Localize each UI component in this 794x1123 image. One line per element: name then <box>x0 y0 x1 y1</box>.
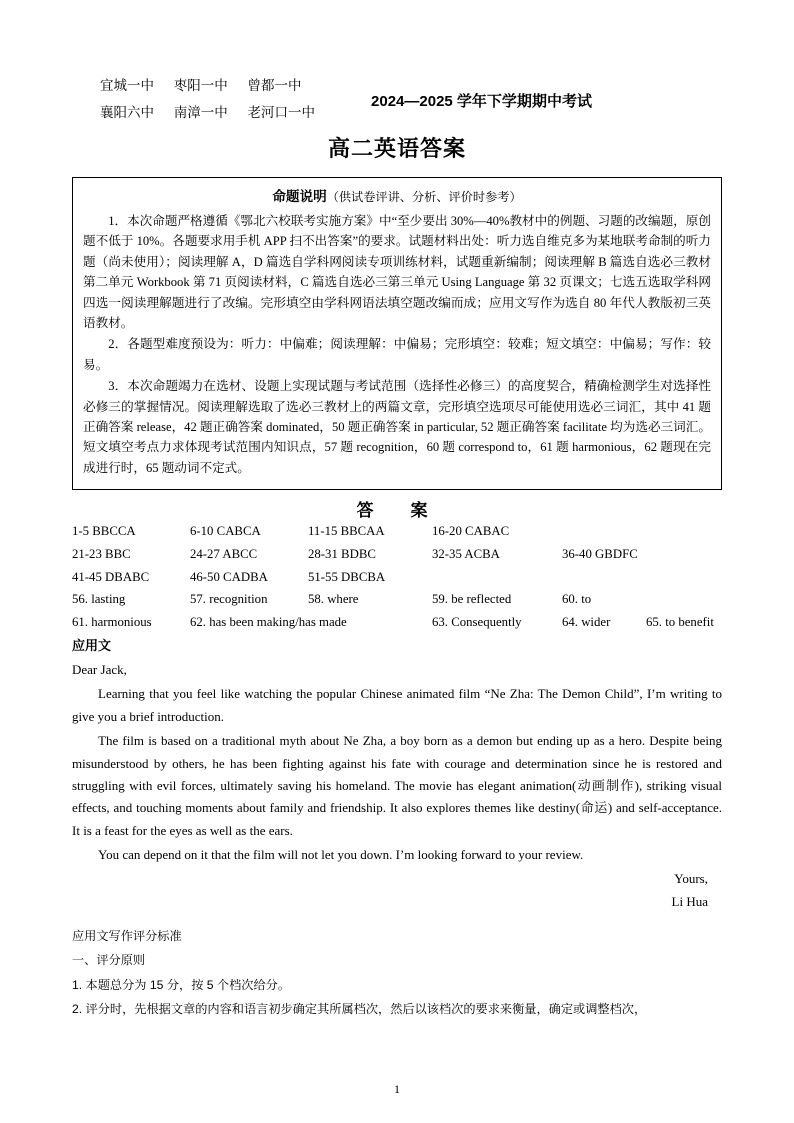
fill-blank-cell: 63. Consequently <box>432 615 522 630</box>
answer-cell: 32-35 ACBA <box>432 546 500 561</box>
answer-cell: 24-27 ABCC <box>190 546 258 561</box>
answer-cell <box>562 571 682 584</box>
answer-row <box>72 548 722 561</box>
notice-paragraph: 3．本次命题竭力在选材、设题上实现试题与考试范围（选择性必修三）的高度契合，精确检测学生对选择性必修三的掌握情况。阅读理解选取了选必三教材上的两篇文章，完形填空选项尽可能使用选必三词汇，其中 41 题正确答案 release，42 题正确答案 dominated，50 题正确答案 in particular, 52 题正确答案 facilitate 均为选必三词汇。短文填空考点力求体现考试范围内知识点，57 题 recognition，60 题 correspond to，61 题 harmonious，62 题现在完成进行时，65 题动词不定式。 <box>83 379 711 475</box>
fill-blank-cell: 62. has been making/has made <box>190 615 347 630</box>
notice-title <box>83 186 711 208</box>
letter-paragraph: You can depend on it that the film will not let you down. I’m looking forward to your review. <box>98 846 584 862</box>
criteria-section <box>72 924 722 1022</box>
letter-signature-block <box>72 868 722 914</box>
exam-title: 2024—2025 学年下学期期中考试 <box>371 93 592 110</box>
letter-sign-off: Yours, <box>674 871 708 887</box>
criteria-title: 应用文写作评分标准 <box>72 928 182 943</box>
answer-cell: 11-15 BBCAA <box>308 524 385 539</box>
school-name: 南漳一中 <box>173 105 228 120</box>
letter-signature: Li Hua <box>671 894 708 910</box>
fill-blank-cell: 64. wider <box>562 615 611 630</box>
notice-title-sub: （供试卷评讲、分析、评价时参考） <box>326 190 522 204</box>
page-number: 1 <box>394 1082 400 1096</box>
answers-heading: 答 案 <box>356 501 438 521</box>
answer-cell: 41-45 DBABC <box>72 569 150 584</box>
school-name: 枣阳一中 <box>173 78 228 93</box>
answer-cell: 16-20 CABAC <box>432 524 510 539</box>
notice-paragraph: 1．本次命题严格遵循《鄂北六校联考实施方案》中“至少要出 30%—40%教材中的例题、习题的改编题，原创题不低于 10%。各题要求用手机 APP 扫不出答案”的要求。试题材料出处：听力选自维克多为某地联考命制的听力题（尚未使用）；阅读理解 A，D 篇选自学科网阅读专项训练材料，试题重新编制；阅读理解 B 篇选自选必三教材第二单元 Workbook 第 71 页阅读材料，C 篇选自选必三第三单元 Using Language 第 32 页课文；七选五选取学科网四选一阅读理解题进行了改编。完形填空由学科网语法填空题改编而成；应用文写作为选自 80 年代人教版初三英语教材。 <box>83 214 711 330</box>
fill-blank-cell: 61. harmonious <box>72 615 152 630</box>
answer-cell <box>432 571 562 584</box>
answer-cell <box>562 525 682 538</box>
answer-cell: 6-10 CABCA <box>190 524 261 539</box>
answer-cell: 21-23 BBC <box>72 546 131 561</box>
page-title: 高二英语答案 <box>327 136 466 161</box>
answer-cell: 1-5 BBCCA <box>72 524 136 539</box>
writing-sample <box>72 659 722 914</box>
school-list <box>72 72 331 126</box>
letter-paragraph: The film is based on a traditional myth about Ne Zha, a boy born as a demon but ending up as a hero. Despite being misunderstood by others, he has been fighting against his fate with courage and determination since he is restored and struggling with evil forces, ultimately saving his homeland. The movie has elegant animation(动画制作), striking visual effects, and touching moments about family and friendship. It also explores themes like destiny(命运) and self-acceptance. It is a feast for the eyes as well as the ears. <box>72 733 722 838</box>
school-name: 襄阳六中 <box>100 105 154 120</box>
answer-cell: 36-40 GBDFC <box>562 546 638 561</box>
school-list-row-2 <box>100 99 331 126</box>
letter-salutation: Dear Jack, <box>72 662 127 678</box>
school-list-row-1 <box>100 72 331 99</box>
answer-cell: 51-55 DBCBA <box>308 569 386 584</box>
fill-blank-cell: 57. recognition <box>190 592 268 607</box>
answer-cell: 28-31 BDBC <box>308 546 376 561</box>
school-name: 老河口一中 <box>247 105 316 120</box>
fill-blank-cell: 59. be reflected <box>432 592 512 607</box>
fill-blank-cell: 56. lasting <box>72 592 126 607</box>
criteria-subsection-title: 一、评分原则 <box>72 953 146 968</box>
answer-row <box>72 571 722 584</box>
criteria-item: 2. 评分时，先根据文章的内容和语言初步确定其所属档次，然后以该档次的要求来衡量，确定或调整档次， <box>72 1002 647 1017</box>
fill-blank-cell: 65. to benefit <box>646 615 714 630</box>
page-header <box>72 72 722 126</box>
criteria-item: 1. 本题总分为 15 分，按 5 个档次给分。 <box>72 977 291 992</box>
school-name: 曾都一中 <box>247 78 302 93</box>
notice-title-main: 命题说明 <box>272 189 327 204</box>
answer-cell: 46-50 CADBA <box>190 569 268 584</box>
school-name: 宜城一中 <box>100 78 154 93</box>
notice-box <box>72 177 722 490</box>
answer-row <box>72 525 722 538</box>
letter-paragraph: Learning that you feel like watching the popular Chinese animated film “Ne Zha: The Demon Child”, I’m writing to give you a brief introduction. <box>72 686 722 724</box>
answers-grid <box>72 525 722 629</box>
fill-blank-row <box>72 593 722 606</box>
notice-paragraph: 2．各题型难度预设为：听力：中偏难；阅读理解：中偏易；完形填空：较难；短文填空：中偏易；写作：较易。 <box>83 337 711 372</box>
fill-blank-row <box>72 616 722 629</box>
fill-blank-cell: 60. to <box>562 592 592 607</box>
fill-blank-cell: 58. where <box>308 592 359 607</box>
writing-section-label: 应用文 <box>72 638 112 654</box>
